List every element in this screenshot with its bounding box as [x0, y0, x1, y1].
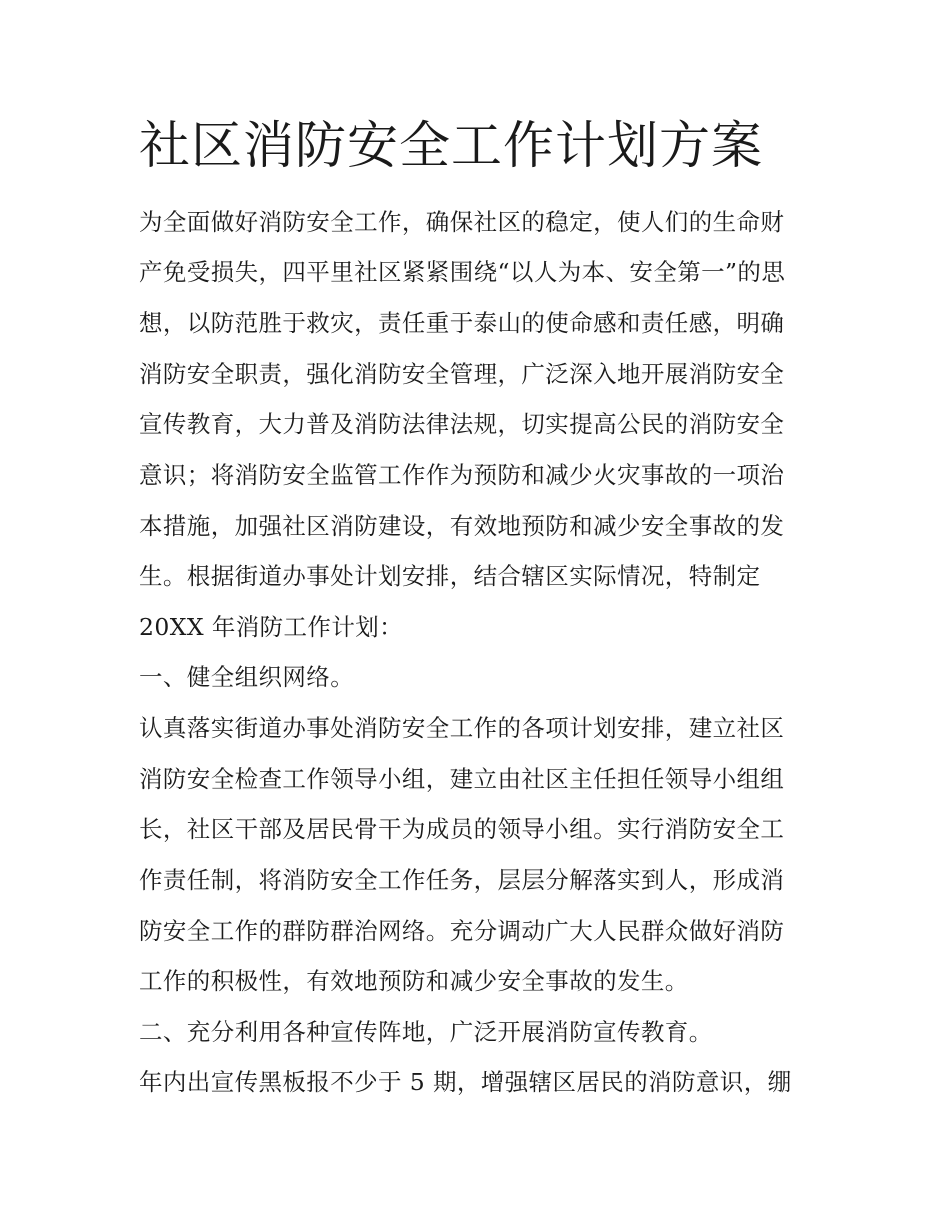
body-line: 作责任制，将消防安全工作任务，层层分解落实到人，形成消 [139, 866, 785, 894]
body-line: 20XX 年消防工作计划： [139, 613, 404, 641]
body-line: 防安全工作的群防群治网络。充分调动广大人民群众做好消防 [139, 917, 785, 945]
body-line: 为全面做好消防安全工作，确保社区的稳定，使人们的生命财 [139, 208, 785, 236]
body-line: 意识；将消防安全监管工作作为预防和减少火灾事故的一项治 [139, 461, 785, 489]
body-line: 认真落实街道办事处消防安全工作的各项计划安排，建立社区 [139, 714, 785, 742]
body-line: 消防安全检查工作领导小组，建立由社区主任担任领导小组组 [139, 765, 785, 793]
body-line: 年内出宣传黑板报不少于 5 期，增强辖区居民的消防意识，绷 [139, 1068, 792, 1096]
body-line: 本措施，加强社区消防建设，有效地预防和减少安全事故的发 [139, 512, 785, 540]
body-line: 消防安全职责，强化消防安全管理，广泛深入地开展消防安全 [139, 360, 785, 388]
body-line: 工作的积极性，有效地预防和减少安全事故的发生。 [139, 967, 689, 995]
body-line: 生。根据街道办事处计划安排，结合辖区实际情况，特制定 [139, 562, 761, 590]
body-line: 宣传教育，大力普及消防法律法规，切实提高公民的消防安全 [139, 410, 785, 438]
section-heading: 二、充分利用各种宣传阵地，广泛开展消防宣传教育。 [139, 1018, 713, 1046]
body-line: 产免受损失，四平里社区紧紧围绕“以人为本、安全第一”的思 [139, 258, 786, 286]
document-title: 社区消防安全工作计划方案 [139, 117, 764, 176]
body-line: 想，以防范胜于救灾，责任重于泰山的使命感和责任感，明确 [139, 309, 785, 337]
body-line: 长，社区干部及居民骨干为成员的领导小组。实行消防安全工 [139, 815, 785, 843]
section-heading: 一、健全组织网络。 [139, 663, 355, 691]
